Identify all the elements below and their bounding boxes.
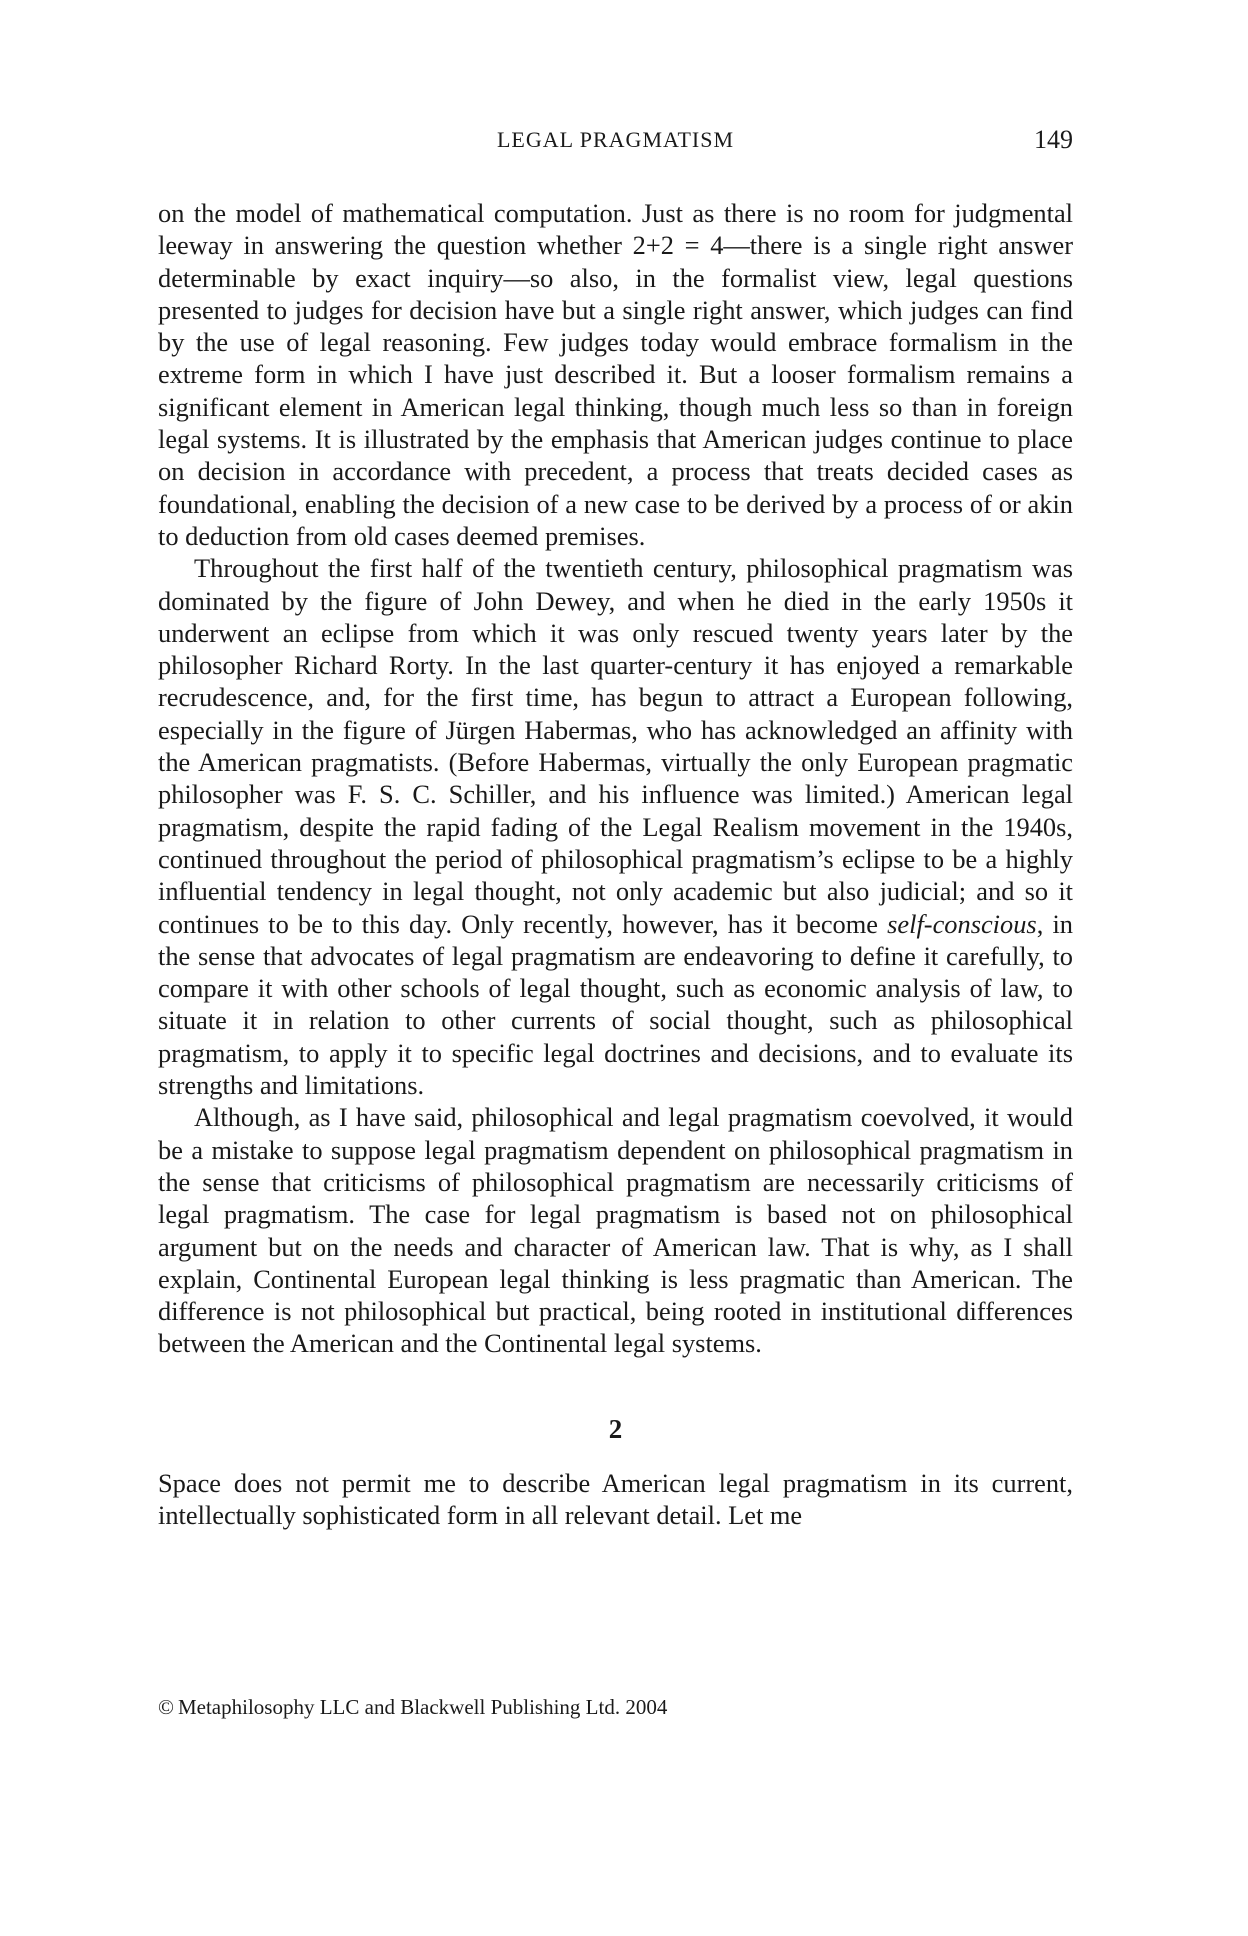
- running-title: LEGAL PRAGMATISM: [496, 127, 735, 152]
- paragraph-2: [158, 552, 1073, 1101]
- paragraph-4: Space does not permit me to describe American legal pragmatism in its current, intellectually sophisticated form in all relevant detail. Let me: [158, 1467, 1073, 1530]
- body-text: [158, 197, 1073, 1531]
- emphasis-self-conscious: self-conscious: [887, 908, 1037, 939]
- page-number: 149: [1034, 125, 1073, 154]
- running-header: [158, 120, 1073, 160]
- paragraph-2-part-1: Throughout the first half of the twentieth century, philosophical pragmatism was dominated by the figure of John Dewey, and when he died in the early 1950s it underwent an eclipse from which it was only rescued twenty years later by the philosopher Richard Rorty. In the last quarter-century it has enjoyed a remarkable recrudescence, and, for the first time, has begun to attract a European following, especially in the figure of Jürgen Habermas, who has acknowledged an affinity with the American pragmatists. (Before Habermas, virtually the only European pragmatic philosopher was F. S. C. Schiller, and his influence was limited.) American legal pragmatism, despite the rapid fading of the Legal Realism movement in the 1940s, continued throughout the period of philosophical pragmatism’s eclipse to be a highly influential tendency in legal thought, not only academic but also judicial; and so it continues to be to this day. Only recently, however, has it become: [158, 553, 1073, 939]
- section-heading: 2: [608, 1413, 623, 1444]
- copyright-text: Metaphilosophy LLC and Blackwell Publishing Ltd. 2004: [177, 1695, 668, 1719]
- paragraph-1: on the model of mathematical computation. Just as there is no room for judgmental leeway in answering the question whether 2+2 = 4—there is a single right answer determinable by exact inquiry—so also, in the formalist view, legal questions presented to judges for decision have but a single right answer, which judges can find by the use of legal reasoning. Few judges today would embrace formalism in the extreme form in which I have just described it. But a looser formalism remains a significant element in American legal thinking, though much less so than in foreign legal systems. It is illustrated by the emphasis that American judges continue to place on decision in accordance with precedent, a process that treats decided cases as foundational, enabling the decision of a new case to be derived by a process of or akin to deduction from old cases deemed premises.: [158, 198, 1073, 551]
- paragraph-2-part-2: , in the sense that advocates of legal pragmatism are endeavoring to define it carefully, to compare it with other schools of legal thought, such as economic analysis of law, to situate it in relation to other currents of social thought, such as philosophical pragmatism, to apply it to specific legal doctrines and decisions, and to evaluate its strengths and limitations.: [158, 908, 1073, 1101]
- copyright-icon: ©: [158, 1695, 174, 1719]
- paragraph-3: Although, as I have said, philosophical and legal pragmatism coevolved, it would be a mistake to suppose legal pragmatism dependent on philosophical pragmatism in the sense that criticisms of philosophical pragmatism are necessarily criticisms of legal pragmatism. The case for legal pragmatism is based not on philosophical argument but on the needs and character of American law. That is why, as I shall explain, Continental European legal thinking is less pragmatic than American. The difference is not philosophical but practical, being rooted in institutional differences between the American and the Continental legal systems.: [158, 1102, 1073, 1359]
- copyright-footer: [158, 1692, 667, 1722]
